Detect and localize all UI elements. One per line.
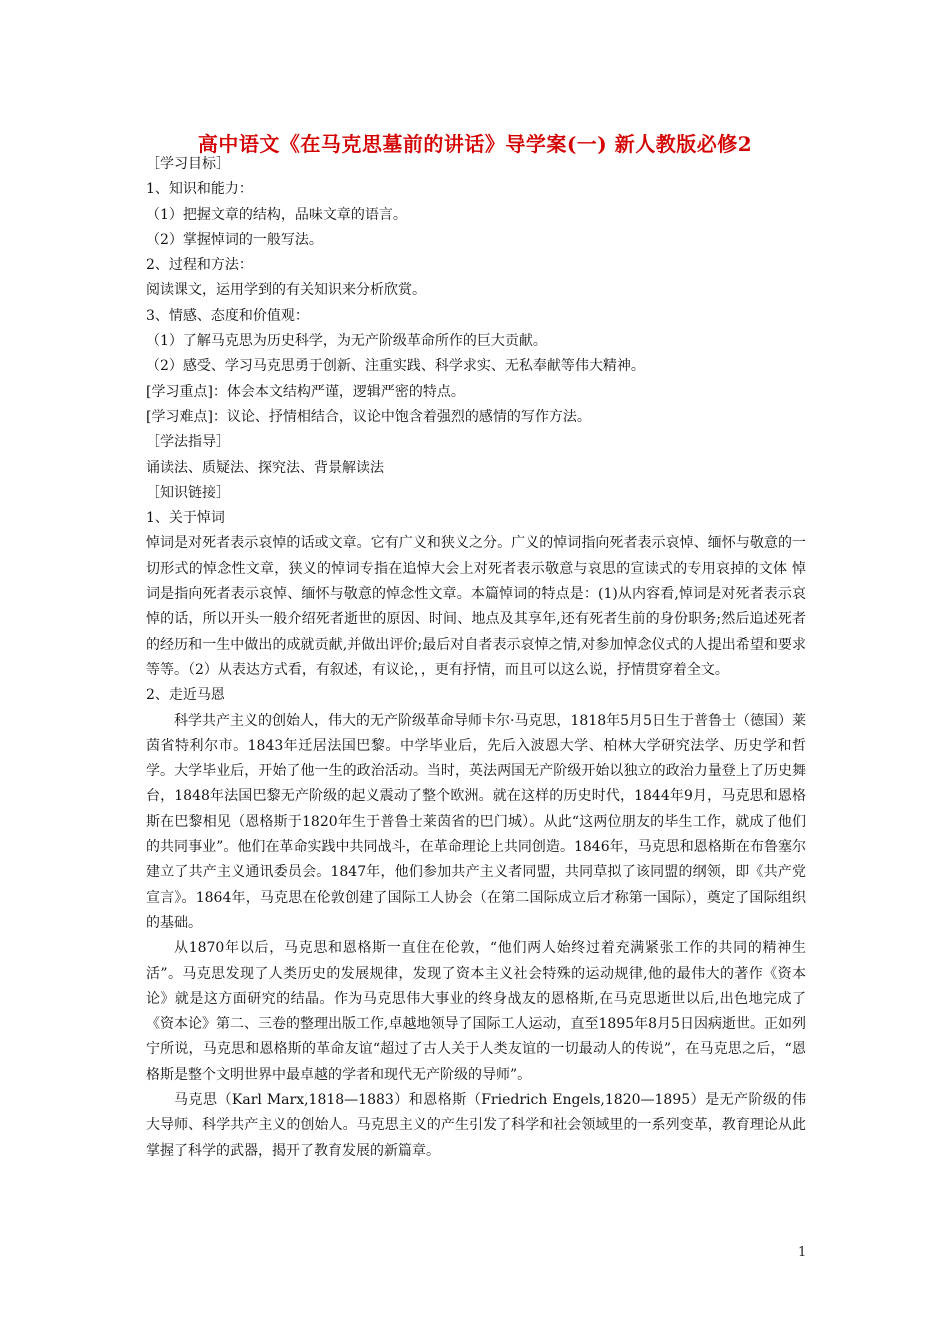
document-body bbox=[146, 152, 806, 1164]
subheading-knowledge: 1、知识和能力： bbox=[146, 181, 253, 198]
paragraph-marx-bio: 科学共产主义的创始人，伟大的无产阶级革命导师卡尔·马克思，1818年5月5日生于普鲁士（德国）莱茵省特利尔市。1843年迁居法国巴黎。中学毕业后，先后入波恩大学、柏林大学研究法学、历史学和哲学。大学毕业后，开始了他一生的政治活动。当时，英法两国无产阶级开始以独立的政治力量登上了历史舞台，1848年法国巴黎无产阶级的起义震动了整个欧洲。就在这样的历史时代，1844年9月，马克思和恩格斯在巴黎相见（恩格斯于1820年生于普鲁士莱茵省的巴门城）。从此“这两位朋友的毕生工作，就成了他们的共同事业”。他们在革命实践中共同战斗，在革命理论上共同创造。1846年，马克思和恩格斯在布鲁塞尔建立了共产主义通讯委员会。1847年，他们参加共产主义者同盟，共同草拟了该同盟的纲领，即《共产党宣言》。1864年，马克思在伦敦创建了国际工人协会（在第二国际成立后才称第一国际），奠定了国际组织的基础。 bbox=[146, 712, 806, 931]
subheading-values: 3、情感、态度和价值观： bbox=[146, 307, 309, 324]
document-title: 高中语文《在马克思墓前的讲话》导学案(一) 新人教版必修2 bbox=[197, 132, 753, 156]
list-item: （2）掌握悼词的一般写法。 bbox=[146, 231, 323, 248]
list-item: （1）把握文章的结构，品味文章的语言。 bbox=[146, 206, 407, 223]
subheading-eulogy: 1、关于悼词 bbox=[146, 510, 225, 527]
section-heading-knowledge-link: ［知识链接］ bbox=[146, 484, 230, 501]
difficult-point: [学习难点]：议论、抒情相结合，议论中饱含着强烈的感情的写作方法。 bbox=[146, 408, 591, 425]
section-heading-method: ［学法指导］ bbox=[146, 434, 230, 451]
subheading-marx-engels: 2、走近马恩 bbox=[146, 687, 225, 704]
paragraph: 诵读法、质疑法、探究法、背景解读法 bbox=[146, 459, 384, 476]
list-item: （1）了解马克思为历史科学，为无产阶级革命所作的巨大贡献。 bbox=[146, 333, 547, 350]
list-item: （2）感受、学习马克思勇于创新、注重实践、科学求实、无私奉献等伟大精神。 bbox=[146, 358, 645, 375]
paragraph-london: 从1870年以后，马克思和恩格斯一直住在伦敦，“他们两人始终过着充满紧张工作的共同的精神生活”。马克思发现了人类历史的发展规律，发现了资本主义社会特殊的运动规律,他的最伟大的著作《资本论》就是这方面研究的结晶。作为马克思伟大事业的终身战友的恩格斯,在马克思逝世以后,出色地完成了《资本论》第二、三卷的整理出版工作,卓越地领导了国际工人运动，直至1895年8月5日因病逝世。正如列宁所说，马克思和恩格斯的革命友谊“超过了古人关于人类友谊的一切最动人的传说”，在马克思之后，“恩格斯是整个文明世界中最卓越的学者和现代无产阶级的导师”。 bbox=[146, 940, 806, 1083]
paragraph-summary: 马克思（Karl Marx,1818—1883）和恩格斯（Friedrich Engels,1820—1895）是无产阶级的伟大导师、科学共产主义的创始人。马克思主义的产生引发了科学和社会领域里的一系列变革，教育理论从此掌握了科学的武器，揭开了教育发展的新篇章。 bbox=[146, 1091, 806, 1159]
paragraph-eulogy: 悼词是对死者表示哀悼的话或文章。它有广义和狭义之分。广义的悼词指向死者表示哀悼、缅怀与敬意的一切形式的悼念性文章，狭义的悼词专指在追悼大会上对死者表示敬意与哀思的宣读式的专用哀掉的文体 悼词是指向死者表示哀悼、缅怀与敬意的悼念性文章。本篇悼词的特点是：(1)从内容看,悼词是对死者表示哀悼的话，所以开头一般介绍死者逝世的原因、时间、地点及其享年,还有死者生前的身份职务;然后追述死者的经历和一生中做出的成就贡献,并做出评价;最后对自者表示哀悼之情,对参加悼念仪式的人提出希望和要求等等。（2）从表达方式看，有叙述，有议论，，更有抒情，而且可以这么说，抒情贯穿着全文。 bbox=[146, 535, 806, 678]
key-point: [学习重点]：体会本文结构严谨，逻辑严密的特点。 bbox=[146, 383, 465, 400]
paragraph: 阅读课文，运用学到的有关知识来分析欣赏。 bbox=[146, 282, 426, 299]
subheading-process: 2、过程和方法： bbox=[146, 257, 253, 274]
section-heading-objectives: ［学习目标］ bbox=[146, 156, 230, 172]
page-number-text: 1 bbox=[798, 1245, 807, 1260]
